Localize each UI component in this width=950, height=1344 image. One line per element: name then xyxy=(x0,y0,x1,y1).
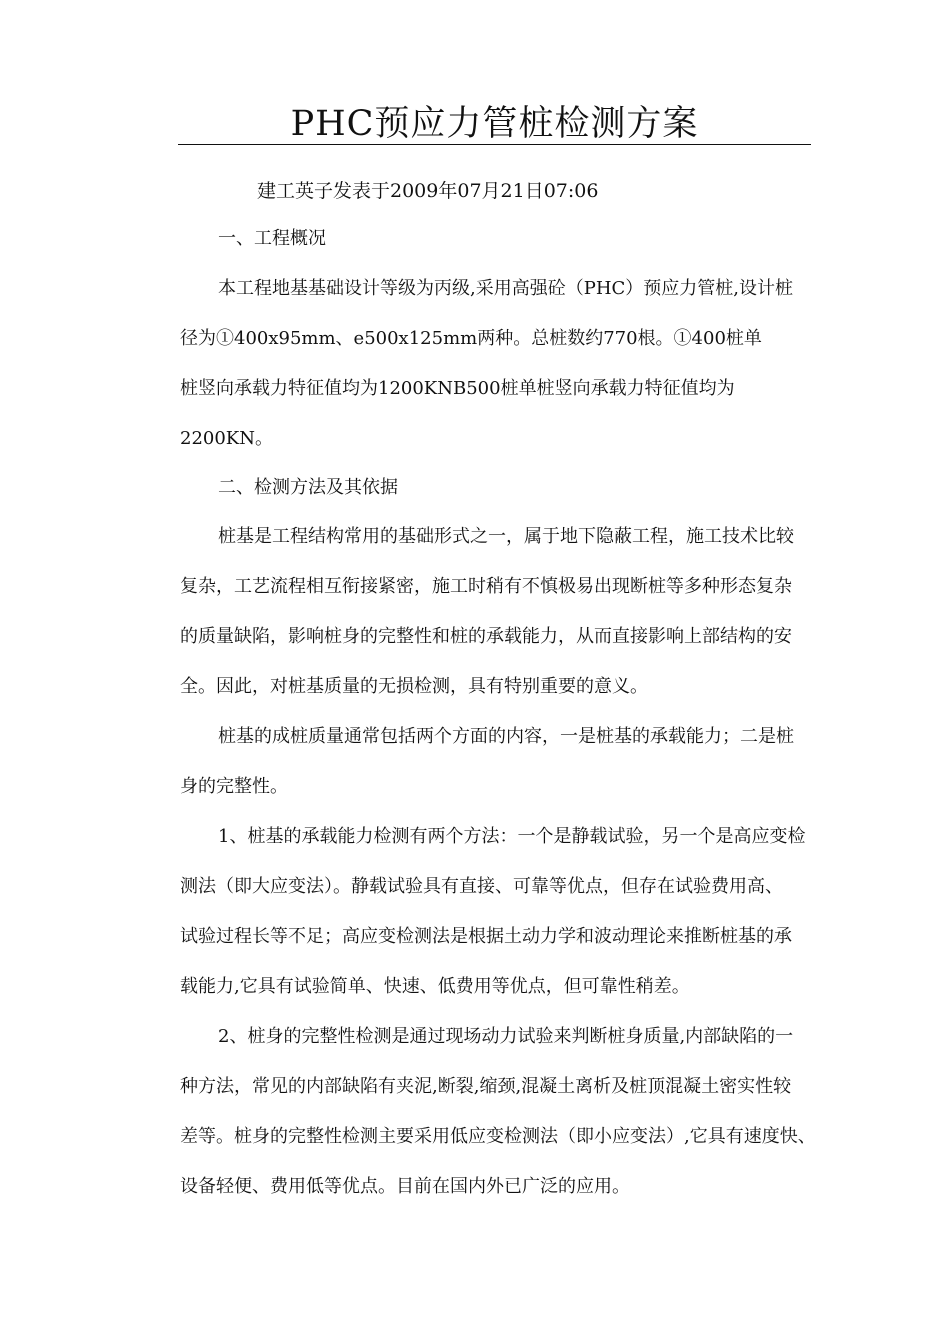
paragraph-line: 全。因此，对桩基质量的无损检测，具有特别重要的意义。 xyxy=(180,676,648,697)
paragraph-line: 桩基的成桩质量通常包括两个方面的内容，一是桩基的承载能力；二是桩 xyxy=(218,726,794,747)
paragraph-line: 测法（即大应变法）。静载试验具有直接、可靠等优点，但存在试验费用高、 xyxy=(180,876,783,897)
section-heading-overview: 一、工程概况 xyxy=(218,228,326,249)
paragraph-line: 2200KN。 xyxy=(180,428,274,449)
paragraph-line: 复杂，工艺流程相互衔接紧密，施工时稍有不慎极易出现断桩等多种形态复杂 xyxy=(180,576,792,597)
paragraph-line: 差等。桩身的完整性检测主要采用低应变检测法（即小应变法）,它具有速度快、 xyxy=(180,1126,816,1147)
paragraph-line: 2、桩身的完整性检测是通过现场动力试验来判断桩身质量,内部缺陷的一 xyxy=(218,1026,794,1047)
paragraph-line: 载能力,它具有试验简单、快速、低费用等优点，但可靠性稍差。 xyxy=(180,976,690,997)
paragraph-line: 本工程地基基础设计等级为丙级,采用高强砼（PHC）预应力管桩,设计桩 xyxy=(218,278,794,299)
paragraph-line: 1、桩基的承载能力检测有两个方法：一个是静载试验，另一个是高应变检 xyxy=(218,826,806,847)
title-underline xyxy=(178,144,811,145)
paragraph-line: 种方法，常见的内部缺陷有夹泥,断裂,缩颈,混凝土离析及桩顶混凝土密实性较 xyxy=(180,1076,792,1097)
paragraph-line: 试验过程长等不足；高应变检测法是根据土动力学和波动理论来推断桩基的承 xyxy=(180,926,792,947)
document-title: PHC预应力管桩检测方案 xyxy=(290,104,699,144)
paragraph-line: 的质量缺陷，影响桩身的完整性和桩的承载能力，从而直接影响上部结构的安 xyxy=(180,626,792,647)
paragraph-line: 设备轻便、费用低等优点。目前在国内外已广泛的应用。 xyxy=(180,1176,630,1197)
paragraph-line: 身的完整性。 xyxy=(180,776,288,797)
paragraph-line: 桩竖向承载力特征值均为1200KNB500桩单桩竖向承载力特征值均为 xyxy=(180,378,735,399)
publish-info: 建工英子发表于2009年07月21日07:06 xyxy=(257,180,599,202)
paragraph-line: 径为①400x95mm、e500x125mm两种。总桩数约770根。①400桩单 xyxy=(180,328,762,349)
paragraph-line: 桩基是工程结构常用的基础形式之一，属于地下隐蔽工程，施工技术比较 xyxy=(218,526,794,547)
section-heading-methods: 二、检测方法及其依据 xyxy=(218,477,398,498)
